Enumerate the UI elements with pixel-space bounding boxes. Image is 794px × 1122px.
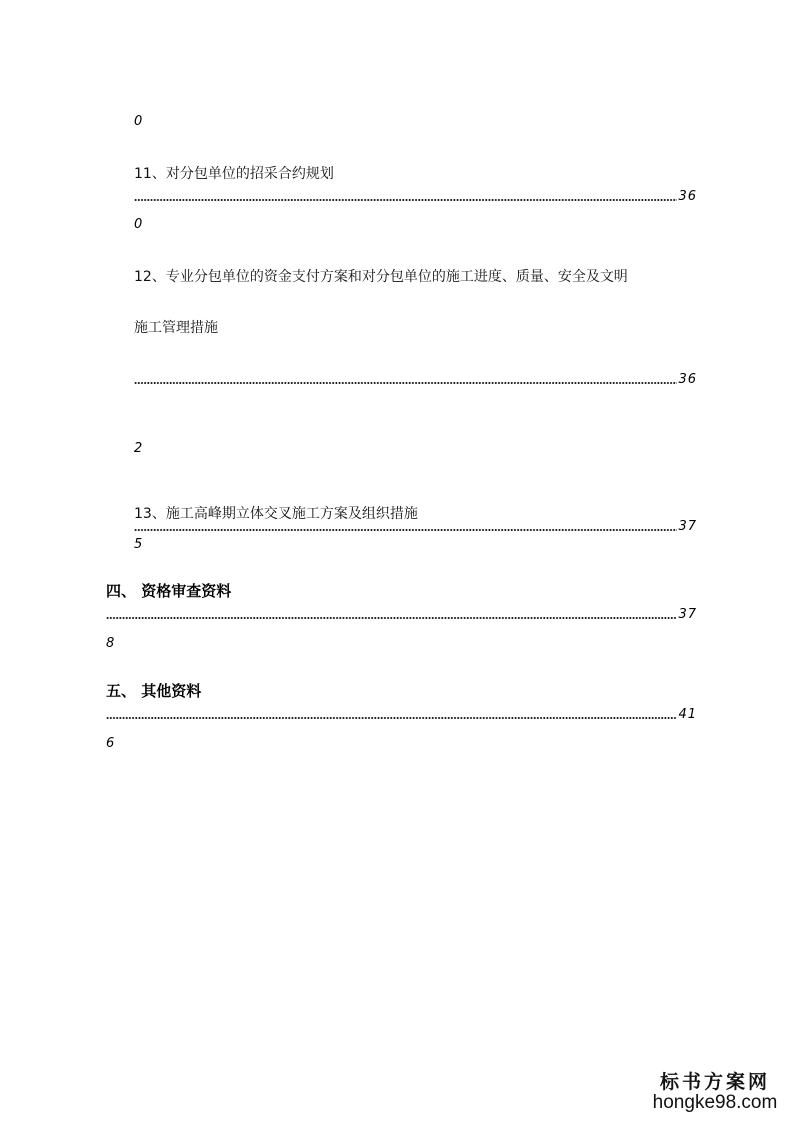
toc-item-11-title[interactable]: 11、对分包单位的招采合约规划 <box>134 166 334 182</box>
dot-leader <box>134 382 677 384</box>
toc-section-5-title[interactable]: 五、 其他资料 <box>106 682 202 700</box>
toc-item-12-page-cont: 2 <box>134 441 144 456</box>
toc-item-12-page: 36 <box>678 372 697 387</box>
toc-item-12-title-line1[interactable]: 12、专业分包单位的资金支付方案和对分包单位的施工进度、质量、安全及文明 <box>134 269 628 285</box>
toc-item-13-page-cont: 5 <box>134 537 144 552</box>
toc-item-12-title-line2[interactable]: 施工管理措施 <box>134 320 218 336</box>
toc-item-11-page-cont: 0 <box>134 217 144 232</box>
toc-section-4-leader <box>106 608 697 622</box>
watermark-logo <box>648 1067 782 1114</box>
watermark-cn: 标书方案网 <box>659 1071 770 1093</box>
dot-leader <box>134 199 677 201</box>
toc-item-12-leader <box>134 373 697 387</box>
toc-section-4-title[interactable]: 四、 资格审查资料 <box>106 582 232 600</box>
dot-leader <box>134 529 677 531</box>
toc-item-13-page: 37 <box>678 519 697 534</box>
toc-item-13-title[interactable]: 13、施工高峰期立体交叉施工方案及组织措施 <box>134 506 418 522</box>
toc-section-5-page-cont: 6 <box>106 736 116 751</box>
dot-leader <box>106 717 677 719</box>
toc-item-11-leader <box>134 190 697 204</box>
toc-item-13-leader <box>134 520 697 534</box>
toc-section-4-page: 37 <box>678 607 697 622</box>
watermark-en: hongke98.com <box>652 1092 778 1113</box>
toc-section-4-page-cont: 8 <box>106 636 116 651</box>
toc-page-continuation: 0 <box>134 114 144 129</box>
toc-section-5-leader <box>106 708 697 722</box>
toc-item-11-page: 36 <box>678 189 697 204</box>
dot-leader <box>106 617 677 619</box>
toc-section-5-page: 41 <box>678 707 697 722</box>
